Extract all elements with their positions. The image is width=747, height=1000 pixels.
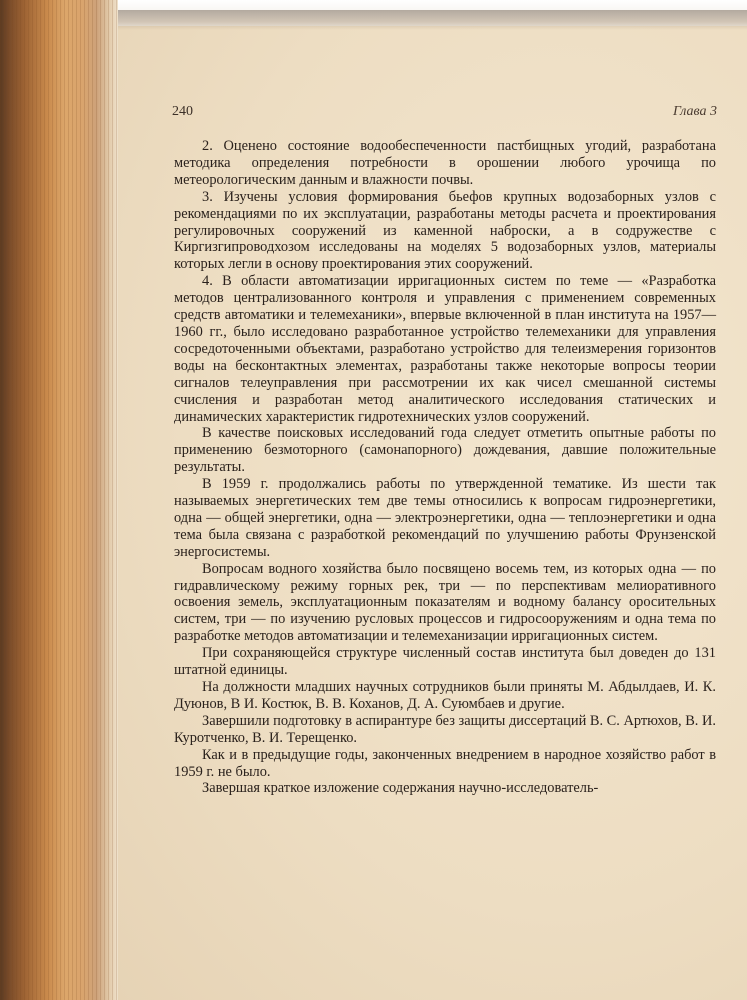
paragraph: 2. Оценено состояние водообеспеченности пастбищных угодий, разработана методика определения потребности в орошении любого урочища по метеорологическим данным и влажности почвы. — [174, 138, 716, 188]
paragraph: 3. Изучены условия формирования бьефов крупных водозаборных узлов с рекомендациями по их эксплуатации, разработаны методы расчета и проектирования регулировочных сооружений из каменной наброски, а в содружестве с Киргизгипроводхозом исследованы на моделях 5 водозаборных узлов, материалы которых легли в основу проектирования этих сооружений. — [174, 188, 716, 273]
paragraph: 4. В области автоматизации ирригационных систем по теме — «Разработка методов централизованного контроля и управления с применением современных средств автоматики и телемеханики», впервые включенной в план института на 1957—1960 гг., было исследовано разработанное устройство телемеханики для управления сосредоточенными объектами, разработано устройство для телеизмерения горизонтов воды на бесконтактных элементах, разработаны также некоторые вопросы теории сигналов телеуправления при рассмотрении их как чисел смешанной системы счисления и разработан метод аналитического исследования статических и динамических характеристик гидротехнических узлов сооружений. — [174, 273, 716, 425]
paragraph: Завершая краткое изложение содержания научно-исследователь- — [202, 780, 599, 797]
paragraph: В 1959 г. продолжались работы по утвержденной тематике. Из шести так называемых энергетических тем две темы относились к вопросам гидроэнергетики, одна — общей энергетики, одна — электроэнергетики, одна — теплоэнергетики и одна тема была связана с разработкой рекомендаций по улучшению работы Фрунзенской энергосистемы. — [174, 476, 716, 560]
body-text — [174, 138, 716, 797]
paragraph: При сохраняющейся структуре численный состав института был доведен до 131 штатной единицы. — [174, 645, 716, 679]
paragraph: Как и в предыдущие годы, законченных внедрением в народное хозяйство работ в 1959 г. не было. — [174, 746, 716, 780]
running-header-chapter: Глава 3 — [673, 104, 717, 119]
paragraph: В качестве поисковых исследований года следует отметить опытные работы по применению безмоторного (самонапорного) дождевания, давшие положительные результаты. — [174, 425, 716, 476]
paragraph: На должности младших научных сотрудников были приняты М. Абдылдаев, И. К. Дуюнов, В И. Костюк, В. В. Коханов, Д. А. Суюмбаев и другие. — [174, 679, 716, 712]
paragraph: Вопросам водного хозяйства было посвящено восемь тем, из которых одна — по гидравлическому режиму горных рек, три — по перспективам мелиоративного освоения земель, эксплуатационным показателям и водному балансу оросительных систем, три — по изучению русловых процессов и гидросооружениям и одна тема по разработке методов автоматизации и телемеханизации ирригационных систем. — [174, 560, 716, 645]
book-page-edges — [0, 0, 118, 1000]
paragraph: Завершили подготовку в аспирантуре без защиты диссертаций В. С. Артюхов, В. И. Куротченко, В. И. Терещенко. — [174, 712, 716, 746]
page-number: 240 — [172, 104, 193, 119]
page-top-shadow — [95, 10, 747, 30]
